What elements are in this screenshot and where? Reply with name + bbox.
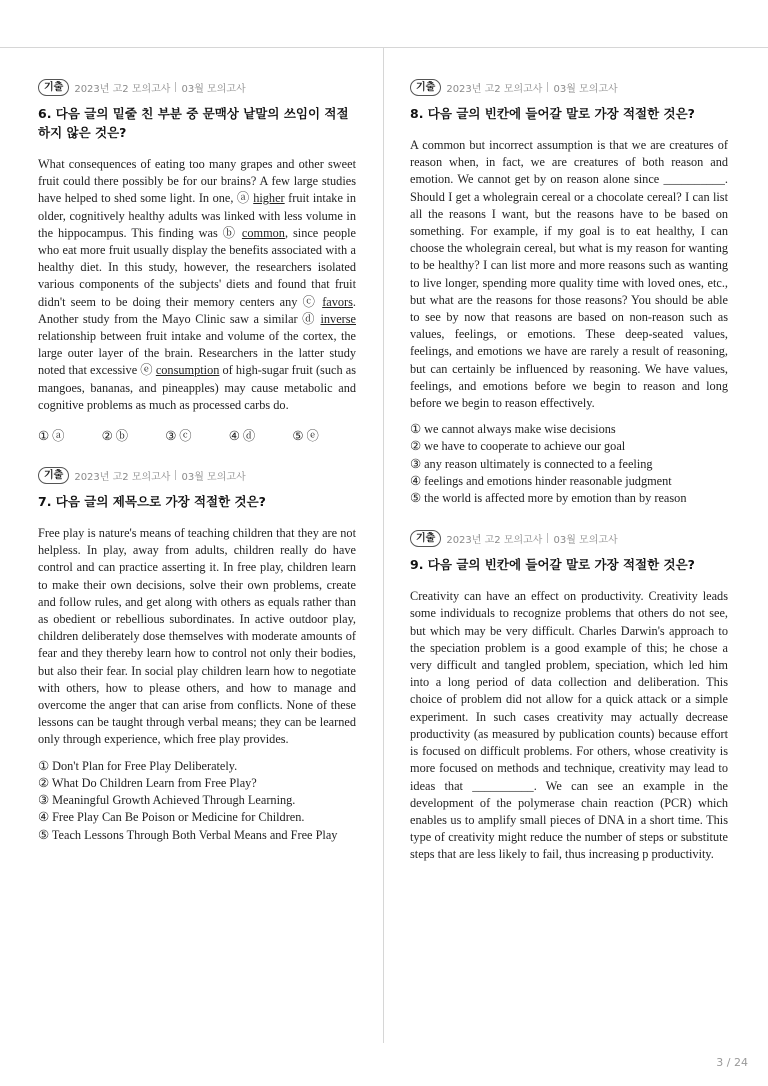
passage-text: . Another study from the Mayo Clinic saw a similar ⓓ (38, 294, 356, 326)
exam-year: 2023년 고2 모의고사 (74, 471, 171, 483)
underlined-word-b: common (241, 225, 285, 240)
choice-1[interactable]: ① Don't Plan for Free Play Deliberately. (38, 758, 238, 773)
choice-1[interactable]: ① we cannot always make wise decisions (410, 422, 616, 437)
choice-3[interactable]: ③ ⓒ (165, 429, 192, 444)
header-rule (0, 47, 768, 48)
meta-separator (175, 82, 176, 92)
answer-choices (410, 421, 728, 507)
question-title: 9. 다음 글의 빈칸에 들어갈 말로 가장 적절한 것은? (410, 557, 695, 573)
question-meta (38, 78, 356, 96)
passage-text: relationship between fruit intake and volume of the cortex, the large outer layer of the brain. Researchers in the latter study noted that excessive ⓔ (38, 329, 356, 378)
choice-4[interactable]: ④ feelings and emotions hinder reasonable judgment (410, 473, 672, 488)
choice-3[interactable]: ③ any reason ultimately is connected to a feeling (410, 456, 653, 471)
choice-1[interactable]: ① ⓐ (38, 429, 65, 444)
passage-text: What consequences of eating too many grapes and other sweet fruit could there possibly be for our brains? A few large studies have helped to shed some light. In one, ⓐ (38, 157, 356, 206)
left-column (38, 78, 356, 866)
question-title: 6. 다음 글의 밑줄 친 부분 중 문맥상 낱말의 쓰임이 적절하지 않은 것은? (38, 106, 349, 140)
underlined-word-c: favors (322, 294, 353, 309)
exam-badge: 기출 (410, 530, 441, 547)
question-passage: A common but incorrect assumption is that we are creatures of reason when, in fact, we are creatures of both reason and emotion. We cannot get by on reason alone since __________. Should I get a wholegrain cereal or a chocolate cereal? I can list all the reasons I want, but the reasons have to be based on something. For example, if my goal is to eat healthy, I can choose the wholegrain cereal, but what is my reason for wanting to be healthy? I can list more and more reasons such as wanting to live longer, spending more quality time with loved ones, etc., but what are the reasons for those reasons? You should be able to see by now that reasons are based on non-reason such as values, feelings, or emotions. These deep-seated values, feelings, and emotions we have are rarely a result of reasoning, but can certainly be influenced by reasoning. We have values, feelings, and emotions before we begin to reason and long before we begin to reason effectively. (410, 138, 728, 411)
exam-badge: 기출 (38, 79, 69, 96)
exam-year: 2023년 고2 모의고사 (446, 83, 543, 95)
question-6 (38, 78, 356, 444)
question-meta (410, 529, 728, 547)
question-title: 7. 다음 글의 제목으로 가장 적절한 것은? (38, 494, 266, 510)
question-title: 8. 다음 글의 빈칸에 들어갈 말로 가장 적절한 것은? (410, 106, 695, 121)
exam-year: 2023년 고2 모의고사 (446, 534, 543, 546)
underlined-word-e: consumption (155, 363, 220, 378)
passage-text: fruit intake in older, cognitively healthy adults was linked with less volume in the hippocampus. This finding was ⓑ (38, 191, 356, 240)
exam-month: 03월 모의고사 (553, 83, 618, 95)
choice-2[interactable]: ② What Do Children Learn from Free Play? (38, 775, 257, 790)
column-divider (383, 48, 384, 1043)
question-passage: Creativity can have an effect on productivity. Creativity leads some individuals to recognize problems that others do not see, but which may be very difficult. Charles Darwin's approach to the speciation problem is a good example of this; he chose a very difficult and tangled problem, speciation, which led him into a long period of data collection and deliberation. This choice of problem did not allow for a quick attack or a simple experiment. In such cases creativity may actually decrease productivity (as measured by publication counts) because effort is focused on difficult problems. For others, whose creativity is more focused on methods and technique, creativity may lead to ideas that __________. We can see an example in the development of the polymerase chain reaction (PCR) which enables us to amplify small pieces of DNA in a short time. This type of creativity might reduce the number of steps or substitute steps that are less likely to fail, thus increasing p productivity. (410, 589, 728, 862)
question-passage: Free play is nature's means of teaching children that they are not helpless. In play, away from adults, children really do have control and can practice asserting it. In free play, children learn to make their own decisions, solve their own problems, create and follow rules, and get along with others as equals rather than as obedient or rebellious subordinates. In active outdoor play, children deliberately dose themselves with moderate amounts of fear and they thereby learn how to control not only their bodies, but also their fear. In social play children learn how to negotiate with others, how to please others, and how to manage and overcome the anger that can arise from conflicts. None of these lessons can be taught through verbal means; they can be learned only through experience, which free play provides. (38, 526, 356, 747)
question-9 (410, 529, 728, 863)
question-passage (38, 156, 356, 414)
choice-3[interactable]: ③ Meaningful Growth Achieved Through Learning. (38, 793, 296, 808)
answer-choices (38, 426, 356, 444)
underlined-word-a: higher (253, 191, 285, 206)
exam-badge: 기출 (410, 79, 441, 96)
exam-month: 03월 모의고사 (553, 534, 618, 546)
passage-text: , since people who eat more fruit usually display the benefits associated with a healthy diet. In this study, however, the researchers isolated various components of the subjects' diets and found that fruit didn't seem to be doing their memory centers any ⓒ (38, 225, 356, 309)
meta-separator (547, 82, 548, 92)
meta-separator (175, 470, 176, 480)
question-meta (38, 466, 356, 484)
question-7 (38, 466, 356, 844)
choice-5[interactable]: ⑤ the world is affected more by emotion than by reason (410, 491, 687, 506)
page-number: 3 / 24 (716, 1056, 748, 1069)
underlined-word-d: inverse (320, 311, 356, 326)
choice-4[interactable]: ④ ⓓ (228, 429, 256, 444)
passage-text: of high-sugar fruit (such as mangoes, bananas, and pineapples) may cause metabolic and cognitive problems as much as processed carbs do. (38, 363, 356, 412)
exam-year: 2023년 고2 모의고사 (74, 83, 171, 95)
exam-month: 03월 모의고사 (181, 471, 246, 483)
choice-4[interactable]: ④ Free Play Can Be Poison or Medicine for Children. (38, 810, 305, 825)
meta-separator (547, 533, 548, 543)
exam-badge: 기출 (38, 467, 69, 484)
exam-month: 03월 모의고사 (181, 83, 246, 95)
question-meta (410, 78, 728, 96)
choice-2[interactable]: ② ⓑ (101, 429, 128, 444)
choice-5[interactable]: ⑤ ⓔ (292, 429, 319, 444)
choice-2[interactable]: ② we have to cooperate to achieve our goal (410, 439, 626, 454)
question-8 (410, 78, 728, 507)
right-column (410, 78, 728, 886)
answer-choices (38, 758, 356, 844)
choice-5[interactable]: ⑤ Teach Lessons Through Both Verbal Means and Free Play (38, 827, 338, 842)
